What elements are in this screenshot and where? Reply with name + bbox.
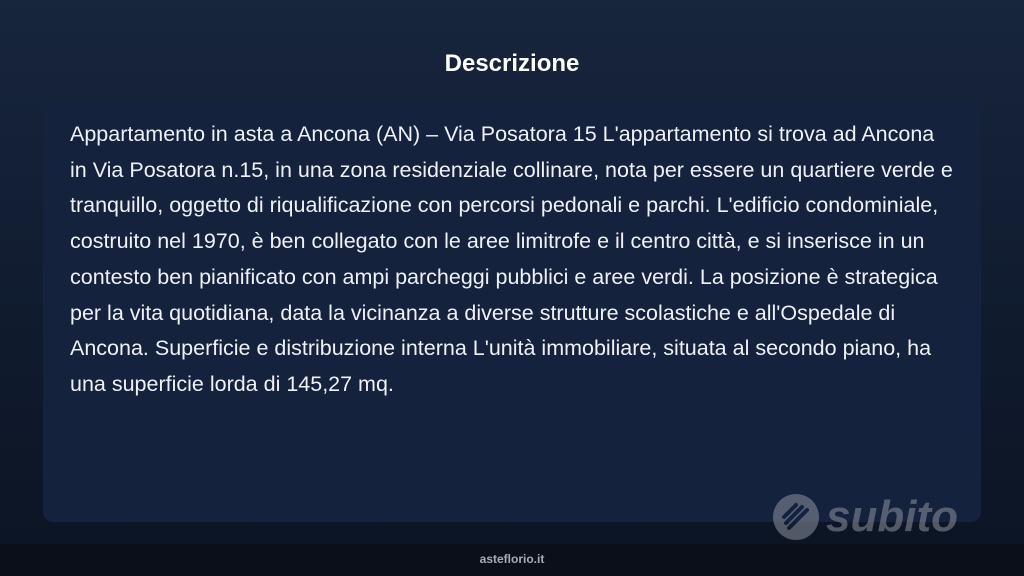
description-text: Appartamento in asta a Ancona (AN) – Via Posatora 15 L'appartamento si trova ad Ancona in Via Posatora n.15, in una zona residenziale collinare, nota per essere un quartiere verde e tranquillo, oggetto di riqualificazione con percorsi pedonali e parchi. L'edificio condominiale, costruito nel 1970, è ben collegato con le aree limitrofe e il centro città, e si inserisce in un contesto ben pianificato con ampi parcheggi pubblici e aree verdi. La posizione è strategica per la vita quotidiana, data la vicinanza a diverse strutture scolastiche e all'Ospedale di Ancona. Superficie e distribuzione interna L'unità immobiliare, situata al secondo piano, ha una superficie lorda di 145,27 mq. [70, 122, 953, 396]
subito-watermark-text: subito [826, 492, 958, 541]
subito-logo-icon [772, 493, 820, 541]
footer-site-link[interactable]: asteflorio.it [479, 552, 545, 566]
description-card [43, 101, 981, 522]
subito-watermark [772, 490, 958, 544]
page-title: Descrizione [444, 50, 580, 77]
